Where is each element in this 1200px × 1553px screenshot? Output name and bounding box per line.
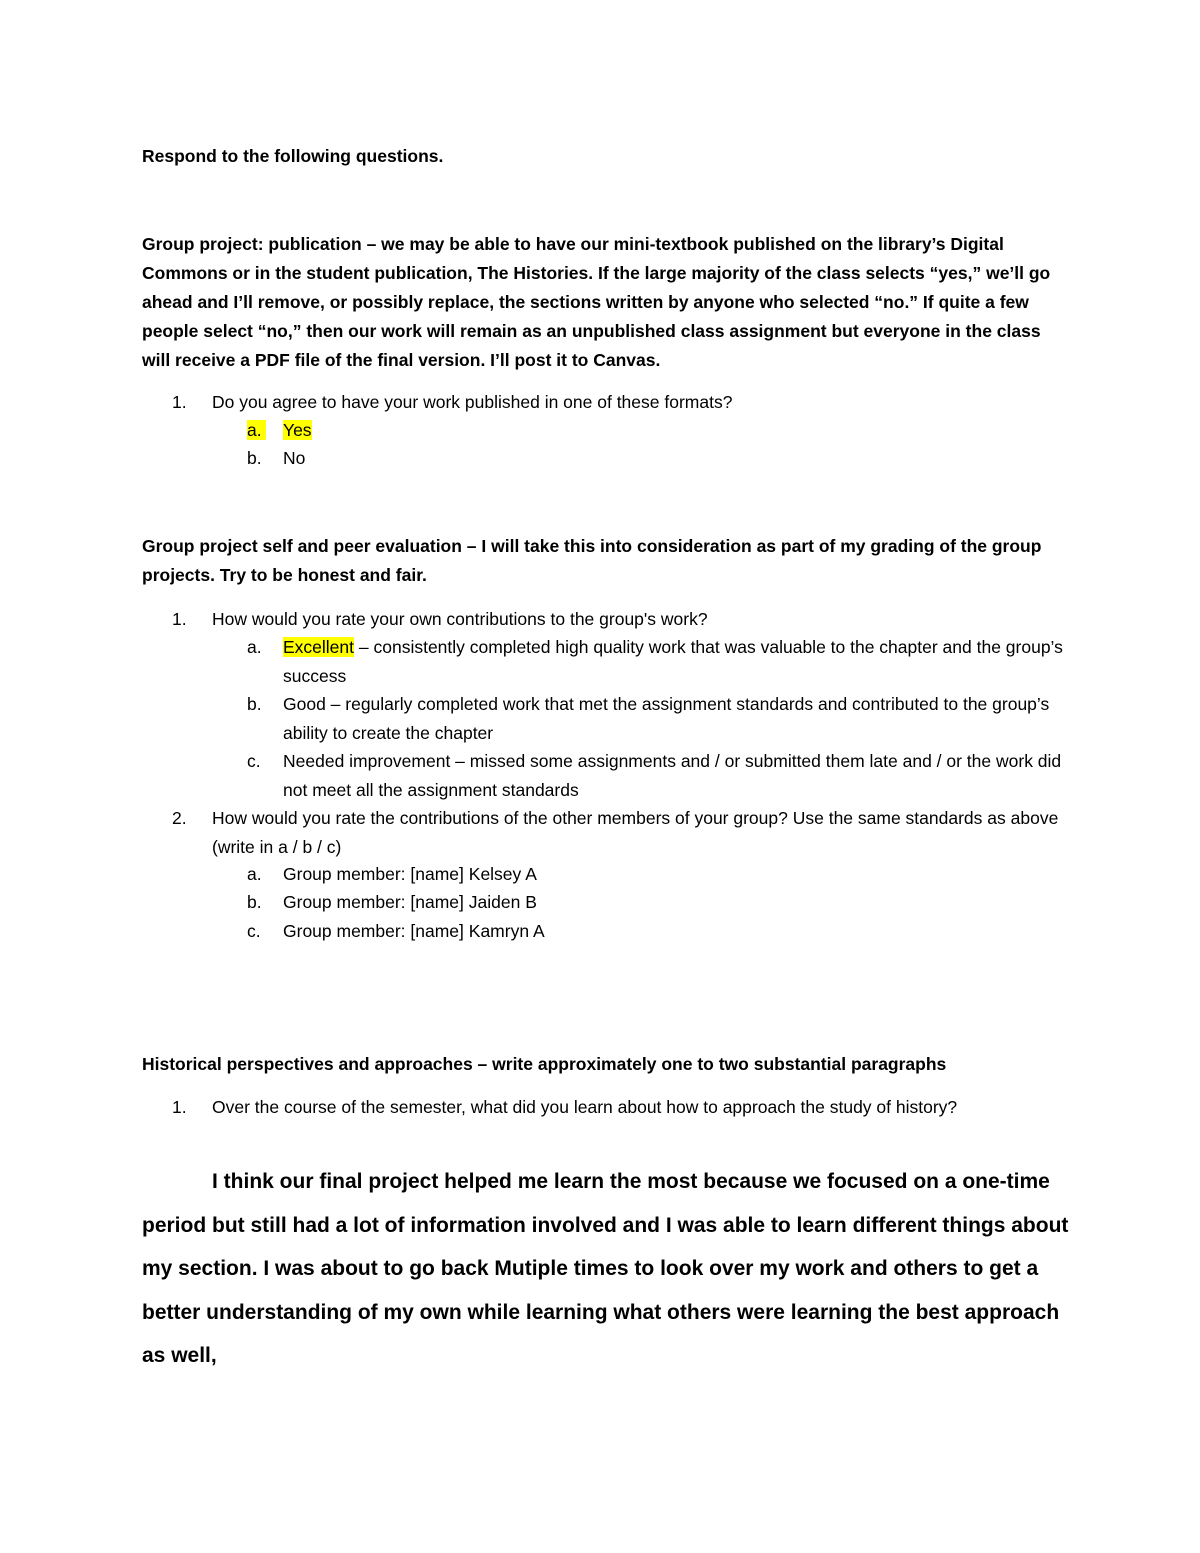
historical-q1-number: 1. xyxy=(172,1097,187,1117)
evaluation-q1-number: 1. xyxy=(172,609,187,629)
member-b-text: Group member: [name] Jaiden B xyxy=(283,892,537,912)
highlight-mark: a. xyxy=(247,420,266,440)
publication-opt-a-text: Yes xyxy=(283,420,312,440)
publication-heading: Group project: publication – we may be able to have our mini-textbook published on the library’s Digital Commons or in the student publication, The Histories. If the large majority of the class selects “yes,” we’ll go ahead and I’ll remove, or possibly replace, the sections written by anyone who selected “no.” If quite a few people select “no,” then our work will remain as an unpublished class assignment but everyone in the class will receive a PDF file of the final version. I’ll post it to Canvas. xyxy=(142,234,1051,370)
evaluation-q1-opt-a-highlight: Excellent xyxy=(283,637,355,657)
evaluation-q1-opt-b-text: Good – regularly completed work that met the assignment standards and contributed to the group’s ability to create the chapter xyxy=(283,694,1050,743)
publication-opt-b-text: No xyxy=(283,448,306,468)
historical-heading: Historical perspectives and approaches – write approximately one to two substantial paragraphs xyxy=(142,1054,947,1074)
historical-q1-text: Over the course of the semester, what did you learn about how to approach the study of history? xyxy=(212,1097,958,1117)
evaluation-q1-opt-a-text: – consistently completed high quality work that was valuable to the chapter and the group’s success xyxy=(283,637,1063,686)
evaluation-heading: Group project self and peer evaluation – I will take this into consideration as part of my grading of the group projects. Try to be honest and fair. xyxy=(142,536,1042,585)
evaluation-q1-opt-b-letter: b. xyxy=(247,694,262,714)
publication-opt-b-letter: b. xyxy=(247,448,262,468)
publication-q1-number: 1. xyxy=(172,392,187,412)
intro-text: Respond to the following questions. xyxy=(142,146,444,166)
member-c-letter: c. xyxy=(247,921,261,941)
evaluation-q1-opt-c-letter: c. xyxy=(247,751,261,771)
publication-opt-a-letter xyxy=(247,420,266,441)
evaluation-q2-text: How would you rate the contributions of the other members of your group? Use the same standards as above (write in a / b / c) xyxy=(212,808,1059,857)
historical-answer: I think our final project helped me learn the most because we focused on a one-time period but still had a lot of information involved and I was able to learn different things about my section. I was about to go back Mutiple times to look over my work and others to get a better understanding of my own while learning what others were learning the best approach as well, xyxy=(142,1170,1069,1367)
evaluation-q1-opt-a-letter: a. xyxy=(247,637,262,657)
publication-opt-a xyxy=(283,416,1073,445)
evaluation-q1-text: How would you rate your own contributions to the group's work? xyxy=(212,609,708,629)
member-c-text: Group member: [name] Kamryn A xyxy=(283,921,545,941)
evaluation-q1-opt-c-text: Needed improvement – missed some assignments and / or submitted them late and / or the work did not meet all the assignment standards xyxy=(283,751,1062,800)
publication-q1-text: Do you agree to have your work published in one of these formats? xyxy=(212,392,733,412)
member-b-letter: b. xyxy=(247,892,262,912)
evaluation-q1-opt-a xyxy=(283,633,1073,690)
member-a-letter: a. xyxy=(247,864,262,884)
member-a-text: Group member: [name] Kelsey A xyxy=(283,864,537,884)
evaluation-q2-number: 2. xyxy=(172,808,187,828)
